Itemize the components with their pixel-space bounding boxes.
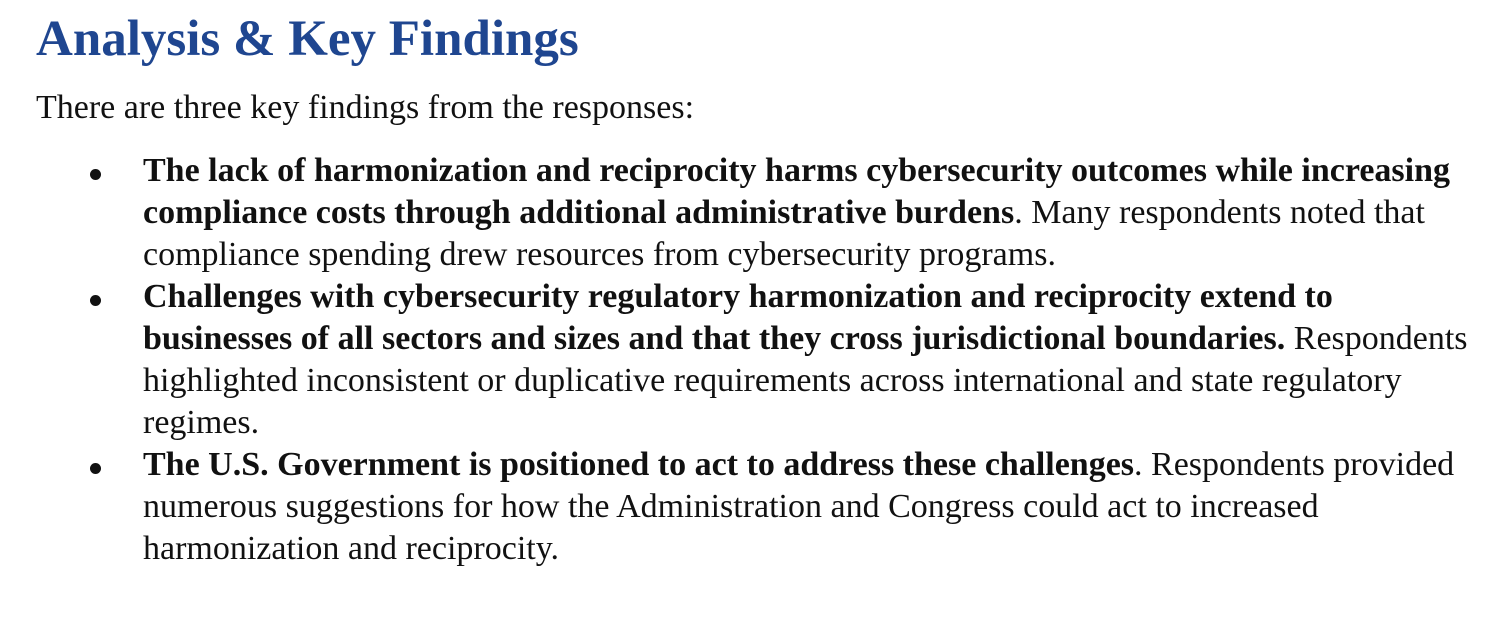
section-heading: Analysis & Key Findings [36,11,579,67]
findings-list [0,150,1510,570]
finding-item-2 [0,276,1510,444]
finding-body-text: Respondents highlighted inconsistent or duplicative requirements across international and state regulatory regimes. [143,320,1468,441]
intro-paragraph: There are three key findings from the responses: [36,89,695,126]
finding-item-3 [0,444,1510,570]
bullet-icon [90,169,101,180]
finding-bold-text: The lack of harmonization and reciprocity harms cybersecurity outcomes while increasing compliance costs through additional administrative burdens [143,152,1450,231]
bullet-icon [90,463,101,474]
finding-body-text: . Many respondents noted that compliance spending drew resources from cybersecurity programs. [143,194,1425,273]
finding-bold-text: The U.S. Government is positioned to act to address these challenges [143,446,1135,483]
finding-item-1 [0,150,1510,276]
finding-bold-text: Challenges with cybersecurity regulatory harmonization and reciprocity extend to businesses of all sectors and sizes and that they cross jurisdictional boundaries. [143,278,1333,357]
bullet-icon [90,295,101,306]
finding-body-text: . Respondents provided numerous suggestions for how the Administration and Congress could act to increased harmonization and reciprocity. [143,446,1455,567]
